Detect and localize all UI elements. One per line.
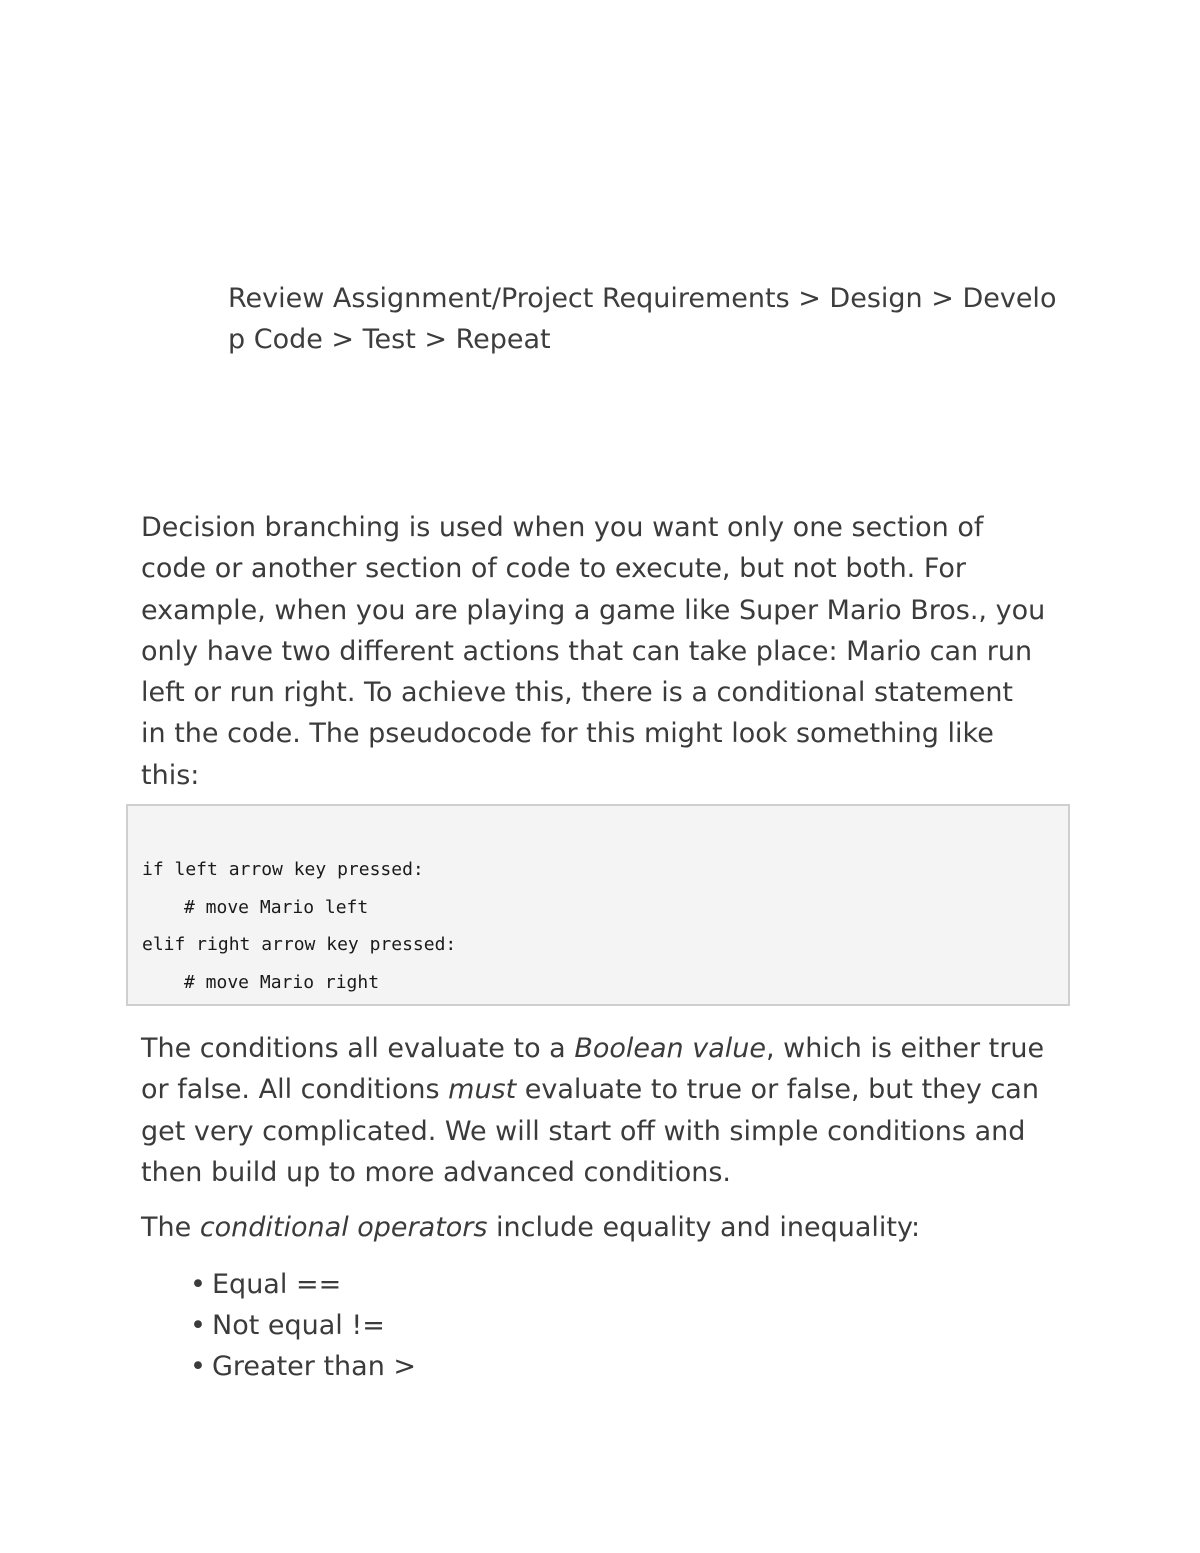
conditions-text: evaluate to true or false, but they can get very complicated. We will start off with simple conditions and then build up to more advanced conditions. [141, 1074, 1039, 1188]
intro-paragraph: Decision branching is used when you want only one section of code or another section of code to execute, but not both. For example, when you are playing a game like Super Mario Bros., you only have two different actions that can take place: Mario can run left or run right. To achieve this, there is a conditional statement in the code. The pseudocode for this might look something like this: [141, 512, 1046, 791]
bullet-icon: • [190, 1310, 206, 1341]
process-steps: Review Assignment/Project Requirements > Design > Develop Code > Test > Repeat [228, 283, 1057, 355]
list-item-text: Not equal != [212, 1310, 385, 1341]
must-emphasis: must [448, 1074, 517, 1106]
bullet-icon: • [190, 1269, 206, 1300]
conditions-text: , which is either true or false. All conditions [141, 1033, 1045, 1106]
list-item-text: Equal == [212, 1269, 342, 1300]
code-block [126, 804, 1070, 1006]
code-line: # move Mario left [184, 897, 369, 918]
list-item-text: Greater than > [212, 1351, 417, 1382]
code-line: elif right arrow key pressed: [142, 934, 457, 955]
conditional-operators-term: conditional operators [199, 1212, 488, 1243]
code-line: if left arrow key pressed: [142, 859, 424, 880]
list-item [190, 1346, 416, 1387]
operators-intro-text: The [141, 1212, 200, 1243]
bullet-icon: • [190, 1351, 206, 1382]
operators-list [190, 1264, 416, 1387]
boolean-value-term: Boolean value [574, 1033, 766, 1064]
operators-intro-paragraph [141, 1207, 1046, 1248]
list-item [190, 1305, 416, 1346]
conditions-paragraph [141, 1028, 1046, 1193]
code-line: # move Mario right [184, 972, 380, 993]
operators-intro-text: include equality and inequality: [487, 1212, 921, 1243]
conditions-text: The conditions all evaluate to a [141, 1033, 575, 1064]
list-item [190, 1264, 416, 1305]
